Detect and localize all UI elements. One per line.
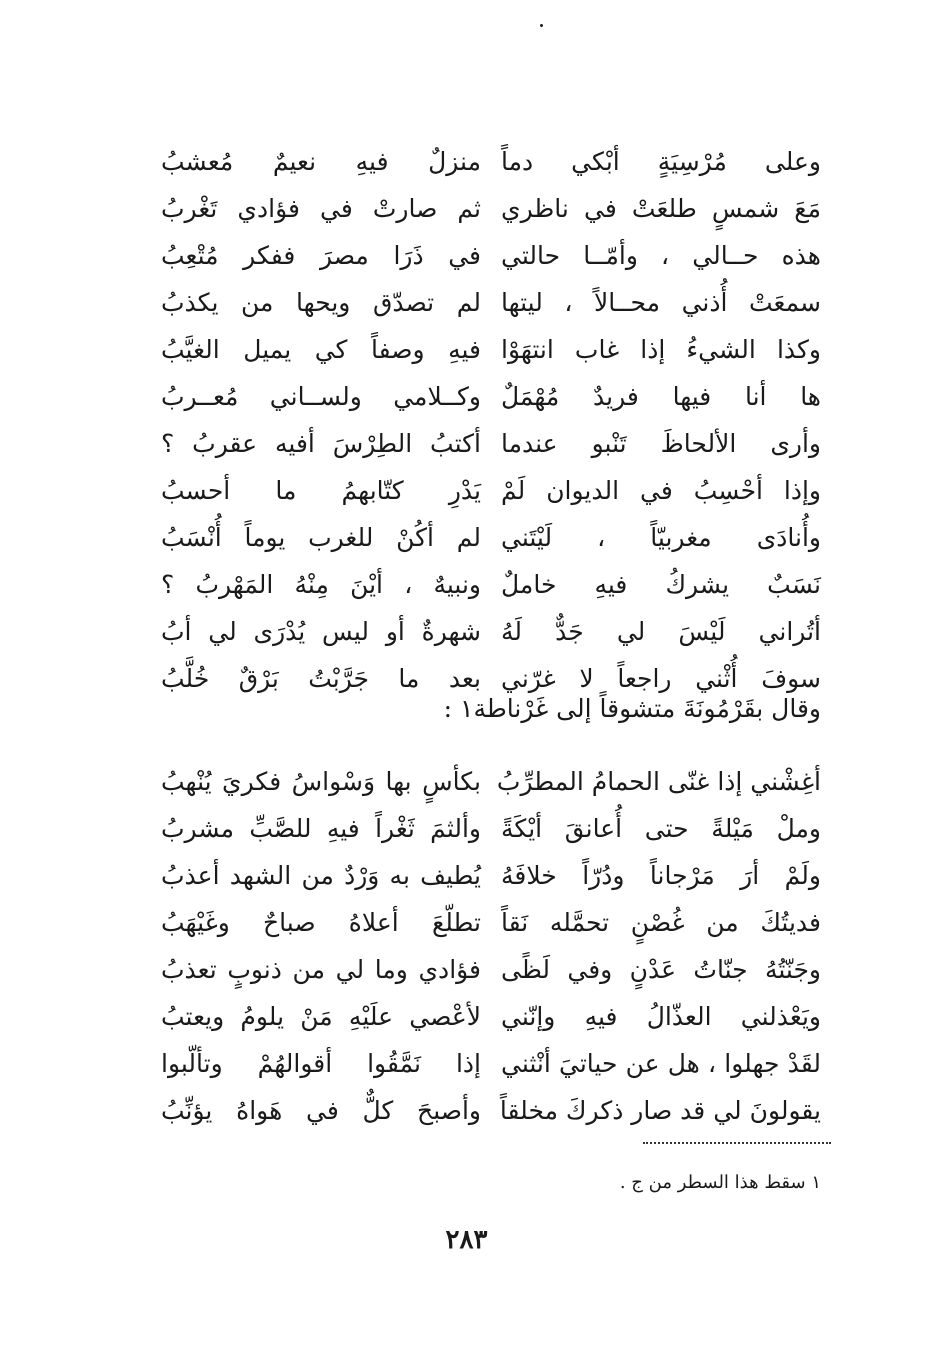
verse-line (161, 946, 821, 993)
verse-line (161, 326, 821, 373)
verse-second-hemistich: لأعْصي علَيْهِ مَنْ يلومُ ويعتبُ (161, 1002, 481, 1031)
verse-second-hemistich: منزلٌ فيهِ نعيمٌ مُعشبُ (161, 147, 481, 176)
verse-line (161, 1040, 821, 1087)
page-number: ٢٨٣ (445, 1225, 488, 1255)
verse-first-hemistich: سمعَتْ أُذني محــالاً ، ليتها (501, 288, 821, 317)
verse-line (161, 185, 821, 232)
verse-first-hemistich: ولَمْ أرَ مَرْجاناً ودُرّاً خلافَهُ (501, 861, 821, 890)
verse-first-hemistich: وأُنادَى مغربيّاً ، لَيْتَني (501, 523, 821, 552)
verse-first-hemistich: يقولونَ لي قد صار ذكركَ مخلقاً (499, 1096, 821, 1125)
verse-line (161, 993, 821, 1040)
verse-first-hemistich: أغِشْني إذا غنّى الحمامُ المطرِّبُ (496, 767, 821, 796)
verse-line (161, 514, 821, 561)
verse-second-hemistich: ونبيهٌ ، أيْنَ مِنْهُ المَهْربُ ؟ (161, 570, 481, 599)
verse-second-hemistich: تطلّعَ أعلاهُ صباحٌ وغَيْهَبُ (161, 908, 481, 937)
verse-second-hemistich: في ذَرَا مصرَ ففكر مُتْعِبُ (161, 241, 481, 270)
verse-first-hemistich: ها أنا فيها فريدٌ مُهْمَلٌ (501, 382, 821, 411)
verse-second-hemistich: وألثمَ ثَغْراً فيهِ للصَّبِّ مشربُ (161, 814, 481, 843)
verse-first-hemistich: سوفَ أُثْني راجعاً لا غرّني (501, 664, 821, 693)
verse-first-hemistich: وكذا الشيءُ إذا غاب انتهَوْا (501, 335, 821, 364)
poem-introduction: وقال بقَرْمُونَةَ متشوقاً إلى غَرْناطة١ : (443, 694, 821, 723)
verse-line (161, 561, 821, 608)
verse-line (161, 758, 821, 805)
verse-second-hemistich: لم تصدّق ويحها من يكذبُ (161, 288, 481, 317)
poem-stanza-2 (161, 758, 821, 1134)
verse-second-hemistich: وأصبحَ كلٌّ في هَواهُ يؤنِّبُ (161, 1096, 481, 1125)
verse-first-hemistich: مَعَ شمسٍ طلعَتْ في ناظري (501, 194, 821, 223)
verse-first-hemistich: لقَدْ جهلوا ، هل عن حياتيَ أنْثني (501, 1049, 821, 1078)
verse-first-hemistich: وعلى مُرْسِيَةٍ أبْكي دماً (501, 147, 821, 176)
verse-second-hemistich: فيهِ وصفاً كي يميل الغيَّبُ (161, 335, 481, 364)
verse-second-hemistich: يَدْرِ كتّابهمُ ما أحسبُ (161, 476, 481, 505)
verse-first-hemistich: ويَعْذلني العذّالُ فيهِ وإنّني (501, 1002, 821, 1031)
footnote: ١ سقط هذا السطر من ج . (619, 1172, 821, 1193)
verse-first-hemistich: وجَنّتُهُ جنّاتُ عَدْنٍ وفي لَظًى (501, 955, 821, 984)
verse-first-hemistich: وأرى الألحاظَ تَنْبو عندما (501, 429, 821, 458)
verse-line (161, 138, 821, 185)
verse-second-hemistich: فؤادي وما لي من ذنوبٍ تعذبُ (161, 955, 481, 984)
verse-first-hemistich: وملْ مَيْلةً حتى أُعانقَ أيْكَةً (501, 814, 821, 843)
verse-second-hemistich: أكتبُ الطِرْسَ أفيه عقربُ ؟ (161, 429, 481, 458)
verse-line (161, 899, 821, 946)
verse-line (161, 608, 821, 655)
verse-second-hemistich: ثم صارتْ في فؤادي تَغْربُ (161, 194, 481, 223)
verse-first-hemistich: أتُراني لَيْسَ لي جَدٌّ لَهُ (501, 617, 821, 646)
footnote-divider (643, 1142, 831, 1144)
verse-first-hemistich: نَسَبٌ يشركُ فيهِ خاملٌ (501, 570, 821, 599)
verse-first-hemistich: فديتُكَ من غُصْنٍ تحمَّله نَقاً (501, 908, 821, 937)
verse-line (161, 805, 821, 852)
verse-first-hemistich: هذه حــالي ، وأمّــا حالتي (501, 241, 821, 270)
verse-second-hemistich: بكأسٍ بها وَسْواسُ فكريَ يُنْهبُ (161, 767, 481, 796)
poem-stanza-1 (161, 138, 821, 702)
verse-second-hemistich: شهرةٌ أو ليس يُدْرَى لي أبُ (161, 617, 481, 646)
verse-line (161, 852, 821, 899)
verse-line (161, 373, 821, 420)
verse-first-hemistich: وإذا أحْسِبُ في الديوان لَمْ (501, 476, 821, 505)
verse-line (161, 279, 821, 326)
verse-line (161, 467, 821, 514)
verse-second-hemistich: إذا نَمَّقُوا أقوالهُمْ وتألّبوا (161, 1049, 481, 1078)
verse-line (161, 420, 821, 467)
verse-second-hemistich: وكــلامي ولســاني مُعــربُ (161, 382, 481, 411)
print-mark (540, 24, 543, 27)
verse-line (161, 232, 821, 279)
verse-line (161, 1087, 821, 1134)
verse-second-hemistich: بعد ما جَرَّبْتُ بَرْقٌ خُلَّبُ (161, 664, 481, 693)
verse-second-hemistich: لم أكُنْ للغرب يوماً أُنْسَبُ (161, 523, 481, 552)
verse-second-hemistich: يُطيف به وَرْدٌ من الشهد أعذبُ (161, 861, 481, 890)
